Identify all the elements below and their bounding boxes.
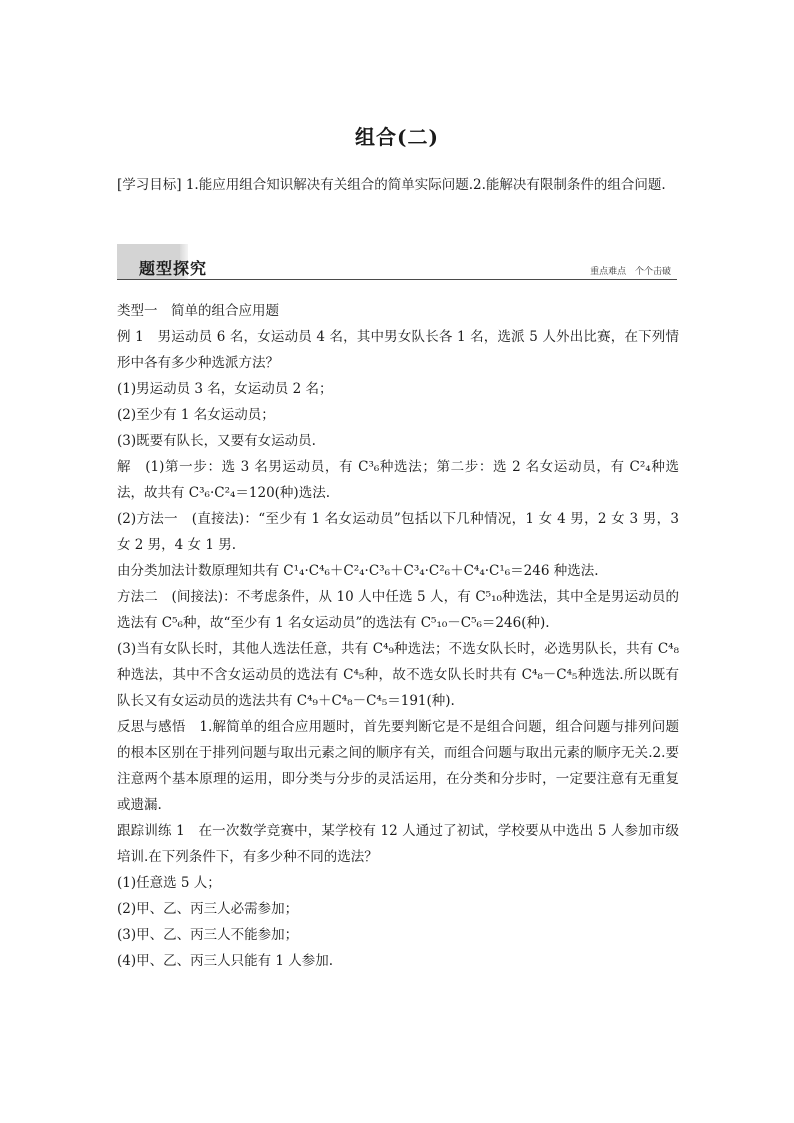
section-subtitle: 重点难点 个个击破: [590, 267, 671, 277]
objectives-text: 1.能应用组合知识解决有关组合的简单实际问题.2.能解决有限制条件的组合问题.: [185, 177, 666, 193]
practice-part-3: (3)甲、乙、丙三人不能参加；: [117, 927, 299, 943]
objectives-label: [学习目标]: [117, 177, 182, 193]
example-part-2: (2)至少有 1 名女运动员；: [117, 407, 275, 423]
solution-part-3: (3)当有女队长时，其他人选法任意，共有 C⁴₉种选法；不选女队长时，必选男队长，共有 C⁴₈种选法，其中不含女运动员的选法有 C⁴₅种，故不选女队长时共有 C⁴₈－C⁴₅种选法.所以既有队长又有女运动员的选法共有 C⁴₉＋C⁴₈－C⁴₅＝191(种).: [117, 641, 679, 709]
practice-part-1: (1)任意选 5 人；: [117, 875, 221, 891]
practice-part-4: (4)甲、乙、丙三人只能有 1 人参加.: [117, 953, 334, 969]
section-header: [117, 244, 677, 282]
example-part-1: (1)男运动员 3 名，女运动员 2 名；: [117, 381, 333, 397]
section-title: 题型探究: [139, 259, 208, 278]
solution-part-2-method-2: 方法二 (间接法)：不考虑条件，从 10 人中任选 5 人，有 C⁵₁₀种选法，其中全是男运动员的选法有 C⁵₆种，故“至少有 1 名女运动员”的选法有 C⁵₁₀－C⁵₆＝246(种).: [117, 589, 679, 631]
section-divider: [117, 279, 677, 280]
content-body: [117, 298, 679, 974]
solution-part-2-count: 由分类加法计数原理知共有 C¹₄·C⁴₆＋C²₄·C³₆＋C³₄·C²₆＋C⁴₄·C¹₆＝246 种选法.: [117, 563, 599, 579]
example-statement: 例 1 男运动员 6 名，女运动员 4 名，其中男女队长各 1 名，选派 5 人外出比赛，在下列情形中各有多少种选派方法？: [117, 329, 679, 371]
practice-statement: 跟踪训练 1 在一次数学竞赛中，某学校有 12 人通过了初试，学校要从中选出 5 人参加市级培训.在下列条件下，有多少种不同的选法？: [117, 823, 679, 865]
page-title: 组合(二): [355, 125, 439, 149]
reflection-paragraph: 反思与感悟 1.解简单的组合应用题时，首先要判断它是不是组合问题，组合问题与排列问题的根本区别在于排列问题与取出元素之间的顺序有关，而组合问题与取出元素的顺序无关.2.要注意两个基本原理的运用，即分类与分步的灵活运用，在分类和分步时，一定要注意有无重复或遗漏.: [117, 719, 679, 813]
type-heading: 类型一 简单的组合应用题: [117, 303, 279, 319]
example-part-3: (3)既要有队长，又要有女运动员.: [117, 433, 316, 449]
solution-part-1: 解 (1)第一步：选 3 名男运动员，有 C³₆种选法；第二步：选 2 名女运动员，有 C²₄种选法，故共有 C³₆·C²₄＝120(种)选法.: [117, 459, 679, 501]
solution-part-2-method-1: (2)方法一 (直接法)：“至少有 1 名女运动员”包括以下几种情况，1 女 4 男，2 女 3 男，3 女 2 男，4 女 1 男.: [117, 511, 679, 553]
practice-part-2: (2)甲、乙、丙三人必需参加；: [117, 901, 299, 917]
learning-objectives: [117, 170, 679, 200]
